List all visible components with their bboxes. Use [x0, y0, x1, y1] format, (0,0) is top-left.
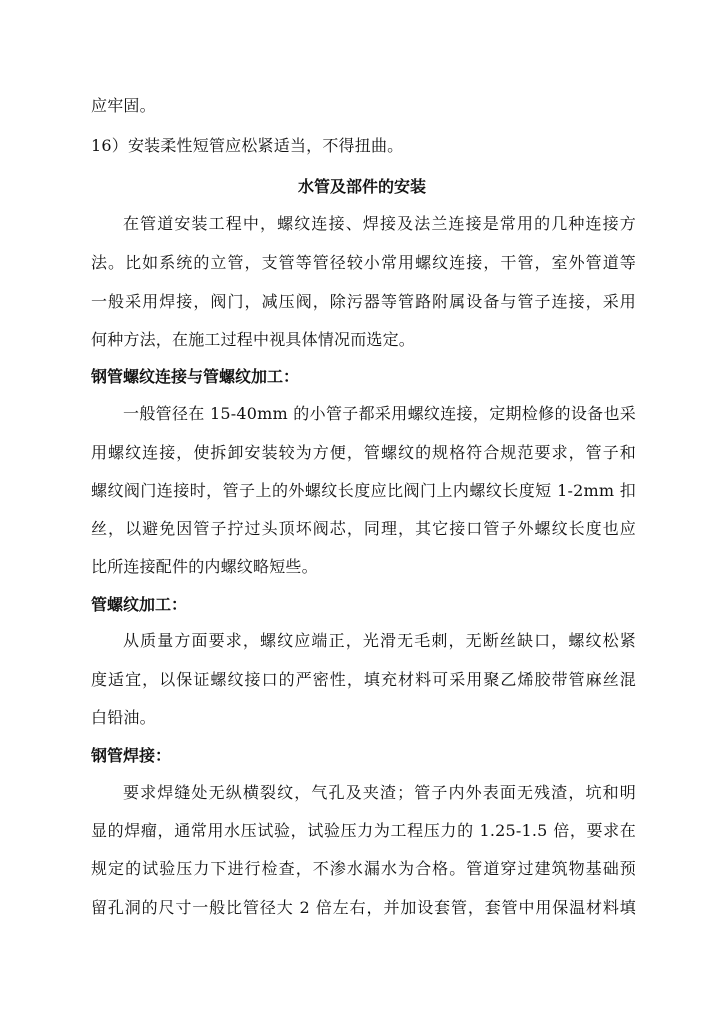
section-title: 水管及部件的安装	[297, 177, 426, 196]
paragraph-line: 在管道安装工程中，螺纹连接、焊接及法兰连接是常用的几种连接方	[123, 214, 636, 233]
paragraph-line: 应牢固。	[91, 96, 156, 115]
paragraph-line: 留孔洞的尺寸一般比管径大 2 倍左右，并加设套管，套管中用保温材料填	[91, 898, 636, 917]
paragraph-line: 白铅油。	[91, 708, 156, 727]
list-item-16: 16）安装柔性短管应松紧适当，不得扭曲。	[91, 136, 404, 155]
paragraph-line: 一般管径在 15-40mm 的小管子都采用螺纹连接，定期检修的设备也采	[123, 404, 636, 423]
paragraph-line: 度适宜，以保证螺纹接口的严密性，填充材料可采用聚乙烯胶带管麻丝混	[91, 670, 636, 689]
subheading-thread-machining: 管螺纹加工：	[91, 595, 188, 614]
paragraph-line: 从质量方面要求，螺纹应端正，光滑无毛刺，无断丝缺口，螺纹松紧	[123, 631, 636, 650]
paragraph-line: 何种方法，在施工过程中视具体情况而选定。	[91, 330, 416, 349]
paragraph-line: 一般采用焊接，阀门，减压阀，除污器等管路附属设备与管子连接，采用	[91, 292, 636, 311]
paragraph-line: 用螺纹连接，使拆卸安装较为方便，管螺纹的规格符合规范要求，管子和	[91, 443, 636, 462]
paragraph-line: 比所连接配件的内螺纹略短些。	[91, 557, 318, 576]
subheading-thread-connection: 钢管螺纹连接与管螺纹加工：	[91, 367, 300, 386]
paragraph-line: 螺纹阀门连接时，管子上的外螺纹长度应比阀门上内螺纹长度短 1-2mm 扣	[91, 481, 636, 500]
paragraph-line: 规定的试验压力下进行检查，不渗水漏水为合格。管道穿过建筑物基础预	[91, 859, 636, 878]
paragraph-line: 法。比如系统的立管，支管等管径较小常用螺纹连接，干管，室外管道等	[91, 253, 636, 272]
paragraph-line: 显的焊瘤，通常用水压试验，试验压力为工程压力的 1.25-1.5 倍，要求在	[91, 821, 636, 840]
subheading-welding: 钢管焊接：	[91, 746, 172, 765]
paragraph-line: 丝，以避免因管子拧过头顶坏阀芯，同理，其它接口管子外螺纹长度也应	[91, 519, 636, 538]
paragraph-line: 要求焊缝处无纵横裂纹，气孔及夹渣；管子内外表面无残渣，坑和明	[123, 783, 636, 802]
